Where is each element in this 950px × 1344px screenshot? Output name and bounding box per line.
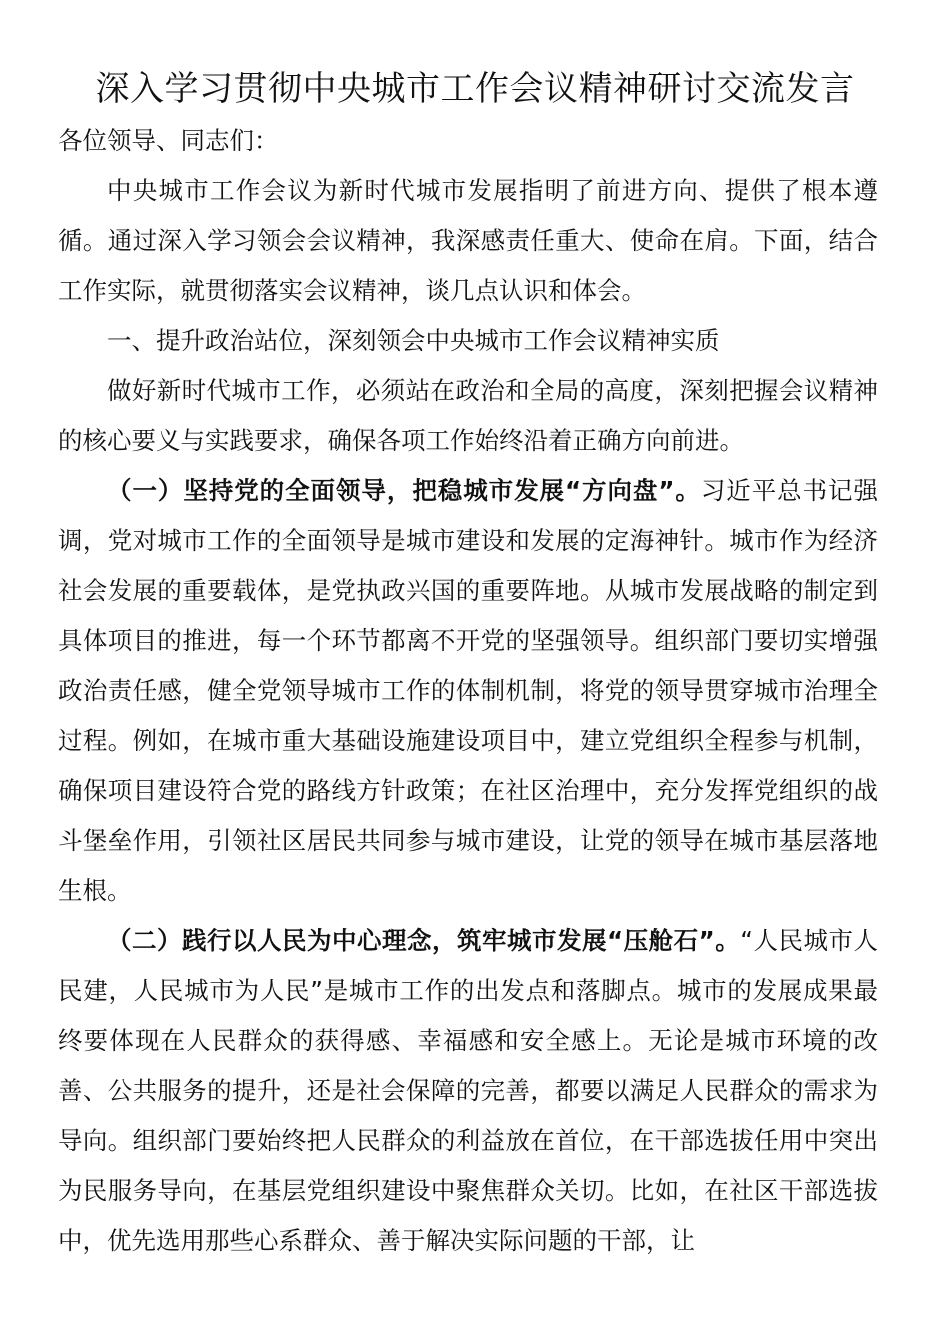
- point-two-lead: （二）践行以人民为中心理念，筑牢城市发展“压舱石”。: [107, 926, 741, 955]
- point-two-text: “人民城市人民建，人民城市为人民”是城市工作的出发点和落脚点。城市的发展成果最终要体现在人民群众的获得感、幸福感和安全感上。无论是城市环境的改善、公共服务的提升，还是社会保障的完善，都要以满足人民群众的需求为导向。组织部门要始终把人民群众的利益放在首位，在干部选拔任用中突出为民服务导向，在基层党组织建设中聚焦群众关切。比如，在社区干部选拔中，优先选用那些心系群众、善于解决实际问题的干部，让: [58, 926, 878, 1255]
- section-intro-paragraph: 做好新时代城市工作，必须站在政治和全局的高度，深刻把握会议精神的核心要义与实践要求，确保各项工作始终沿着正确方向前进。: [58, 376, 878, 455]
- salutation: 各位领导、同志们：: [58, 126, 279, 155]
- point-two-paragraph: [58, 916, 878, 1266]
- point-one-lead: （一）坚持党的全面领导，把稳城市发展“方向盘”。: [107, 476, 701, 505]
- document-title: 深入学习贯彻中央城市工作会议精神研讨交流发言: [95, 69, 855, 109]
- point-one-text: 习近平总书记强调，党对城市工作的全面领导是城市建设和发展的定海神针。城市作为经济社会发展的重要载体，是党执政兴国的重要阵地。从城市发展战略的制定到具体项目的推进，每一个环节都离不开党的坚强领导。组织部门要切实增强政治责任感，健全党领导城市工作的体制机制，将党的领导贯穿城市治理全过程。例如，在城市重大基础设施建设项目中，建立党组织全程参与机制，确保项目建设符合党的路线方针政策；在社区治理中，充分发挥党组织的战斗堡垒作用，引领社区居民共同参与城市建设，让党的领导在城市基层落地生根。: [58, 476, 879, 905]
- section-heading: 一、提升政治站位，深刻领会中央城市工作会议精神实质: [107, 326, 720, 355]
- intro-paragraph: 中央城市工作会议为新时代城市发展指明了前进方向、提供了根本遵循。通过深入学习领会会议精神，我深感责任重大、使命在肩。下面，结合工作实际，就贯彻落实会议精神，谈几点认识和体会。: [58, 176, 878, 305]
- document-body: [58, 116, 878, 1266]
- point-one-paragraph: [58, 466, 878, 916]
